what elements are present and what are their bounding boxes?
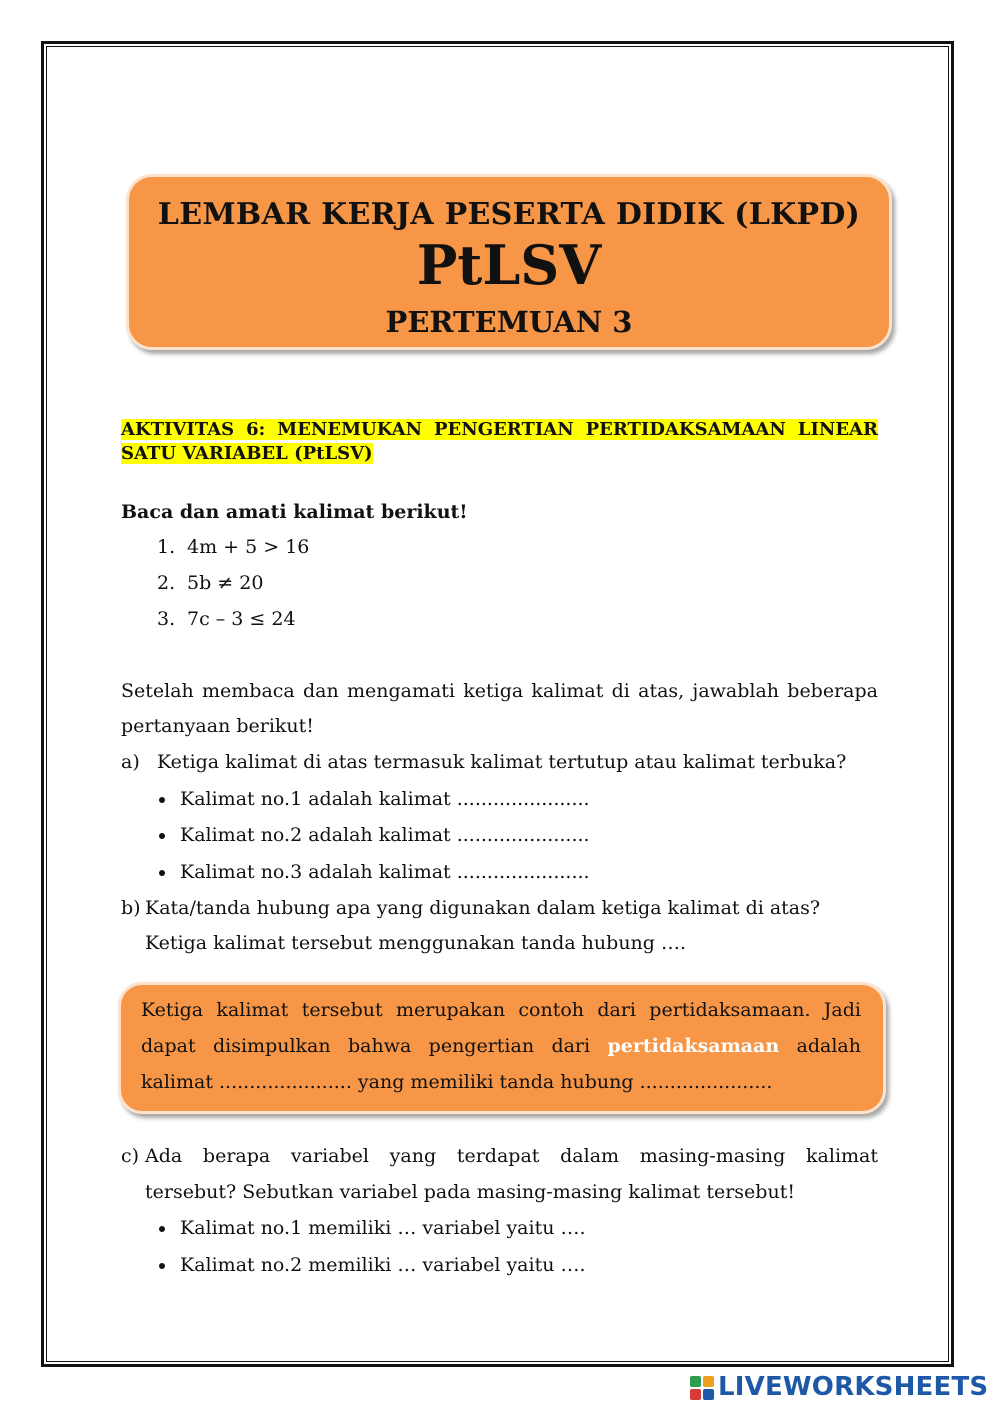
bullet-icon — [159, 797, 165, 803]
bullet-icon — [159, 870, 165, 876]
question-a-bullet: Kalimat no.2 adalah kalimat ...................... — [180, 824, 590, 846]
sentence-number: 2. — [157, 572, 176, 594]
instruction-line-1: Setelah membaca dan mengamati ketiga kalimat di atas, jawablah beberapa — [121, 680, 878, 702]
bullet-icon — [159, 833, 165, 839]
title-line-2: PtLSV — [416, 233, 602, 297]
question-c-label: c) — [121, 1145, 140, 1167]
conclusion-line-1: Ketiga kalimat tersebut merupakan contoh dari pertidaksamaan. Jadi — [141, 999, 861, 1021]
activity-heading — [121, 418, 878, 466]
sentence-text: 5b ≠ 20 — [187, 572, 264, 594]
liveworksheets-logo-text: LIVEWORKSHEETS — [718, 1372, 989, 1402]
title-line-3: PERTEMUAN 3 — [385, 305, 633, 339]
question-a-bullet: Kalimat no.1 adalah kalimat ...................... — [180, 788, 590, 810]
conclusion-line-2-before: dapat disimpulkan bahwa pengertian dari — [141, 1035, 591, 1057]
conclusion-line-2 — [141, 1034, 861, 1058]
question-a-label: a) — [121, 751, 140, 773]
activity-heading-line-1: AKTIVITAS 6: MENEMUKAN PENGERTIAN PERTIDAKSAMAAN LINEAR — [121, 419, 878, 440]
conclusion-box — [118, 982, 886, 1114]
conclusion-keyword: pertidaksamaan — [607, 1035, 780, 1057]
question-b-text: Kata/tanda hubung apa yang digunakan dalam ketiga kalimat di atas? — [145, 897, 821, 919]
question-b-label: b) — [121, 897, 141, 919]
bullet-icon — [159, 1226, 165, 1232]
question-c-bullet: Kalimat no.2 memiliki … variabel yaitu …. — [180, 1254, 586, 1276]
sentence-number: 1. — [157, 536, 176, 558]
title-line-1: LEMBAR KERJA PESERTA DIDIK (LKPD) — [157, 197, 861, 232]
conclusion-line-2-after: adalah — [796, 1035, 861, 1057]
title-banner — [126, 174, 892, 350]
liveworksheets-logo-icon — [690, 1376, 714, 1400]
question-c-line-2: tersebut? Sebutkan variabel pada masing-masing kalimat tersebut! — [145, 1181, 795, 1203]
intro-text: Baca dan amati kalimat berikut! — [121, 501, 468, 523]
liveworksheets-logo — [688, 1372, 993, 1404]
instruction-line-2: pertanyaan berikut! — [121, 715, 314, 737]
question-a-bullet: Kalimat no.3 adalah kalimat ...................... — [180, 861, 590, 883]
bullet-icon — [159, 1263, 165, 1269]
sentence-text: 7c – 3 ≤ 24 — [187, 608, 296, 630]
sentence-text: 4m + 5 > 16 — [187, 536, 310, 558]
activity-heading-line-2: SATU VARIABEL (PtLSV) — [121, 443, 373, 464]
question-a-text: Ketiga kalimat di atas termasuk kalimat tertutup atau kalimat terbuka? — [157, 751, 847, 773]
question-c-bullet: Kalimat no.1 memiliki … variabel yaitu …. — [180, 1217, 586, 1239]
sentence-number: 3. — [157, 608, 176, 630]
conclusion-line-3: kalimat ...................... yang memiliki tanda hubung ...................... — [141, 1071, 773, 1093]
question-c-line-1: Ada berapa variabel yang terdapat dalam masing-masing kalimat — [145, 1145, 878, 1167]
question-b-answer: Ketiga kalimat tersebut menggunakan tanda hubung …. — [145, 932, 687, 954]
